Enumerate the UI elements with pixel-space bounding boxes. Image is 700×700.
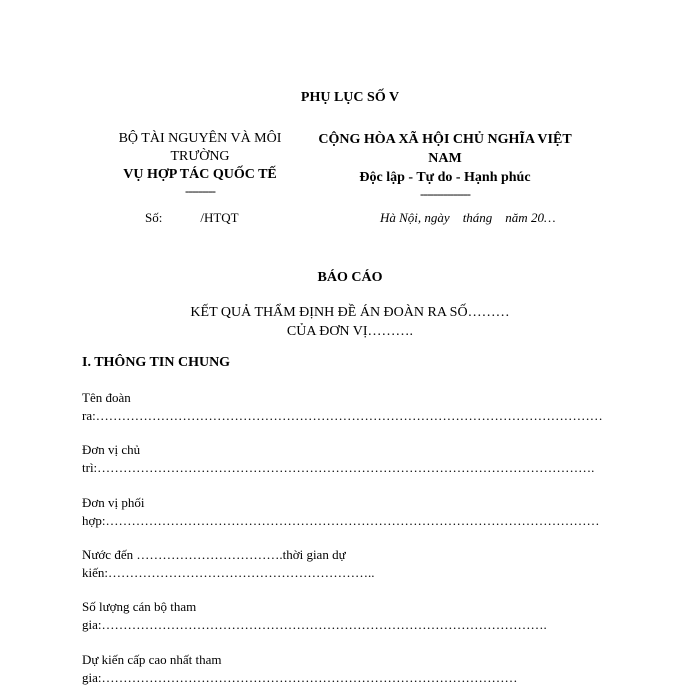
country-block: [300, 130, 590, 200]
field-delegation-name: [82, 389, 602, 425]
country-name-line1: CỘNG HÒA XÃ HỘI CHỦ NGHĨA VIỆT: [318, 132, 572, 147]
field-coordinating-unit: [82, 494, 602, 530]
field-lead-unit: [82, 441, 602, 477]
country-name-line2: NAM: [428, 151, 462, 166]
number-code: /HTQT: [200, 210, 239, 225]
department-name: VỤ HỢP TÁC QUỐC TẾ: [123, 167, 277, 182]
document-number: [145, 210, 239, 226]
field-highest-level: [82, 651, 602, 687]
field-fill-line: hợp:……………………………………………………………………………………………………: [82, 513, 600, 528]
ministry-name-line1: BỘ TÀI NGUYÊN VÀ MÔI: [118, 131, 282, 146]
field-fill-line: gia:……………………………………………………………………………………: [82, 670, 518, 685]
place-date: Hà Nội, ngày tháng năm 20…: [380, 210, 556, 225]
field-label: Nước đến …………………………….thời gian dự: [82, 547, 346, 562]
number-label: Số:: [145, 210, 163, 225]
appendix-title: PHỤ LỤC SỐ V: [300, 90, 400, 105]
section-title: I. THÔNG TIN CHUNG: [82, 355, 231, 370]
field-destination-time: [82, 546, 602, 582]
field-fill-line: kiến:……………………………………………………..: [82, 565, 375, 580]
report-subtitle: [0, 303, 700, 341]
report-subtitle-line2: CỦA ĐƠN VỊ……….: [286, 324, 414, 339]
field-label: Số lượng cán bộ tham: [82, 599, 197, 614]
field-label: Dự kiến cấp cao nhất tham: [82, 652, 222, 667]
field-label: Tên đoàn: [82, 390, 131, 405]
field-label: Đơn vị chủ: [82, 442, 141, 457]
report-title: BÁO CÁO: [317, 270, 383, 285]
ministry-divider: ---------: [185, 183, 215, 198]
motto: Độc lập - Tự do - Hạnh phúc: [359, 170, 531, 185]
field-fill-line: trì:…………………………………………………………………………………………………….: [82, 460, 595, 475]
ministry-name-line2: TRƯỜNG: [170, 149, 230, 164]
field-fill-line: ra:………………………………………………………………………………………………………: [82, 408, 603, 423]
field-label: Đơn vị phối: [82, 495, 145, 510]
country-divider: ---------------: [420, 186, 470, 201]
report-subtitle-line1: KẾT QUẢ THẨM ĐỊNH ĐỀ ÁN ĐOÀN RA SỐ………: [190, 305, 510, 320]
field-fill-line: gia:………………………………………………………………………………………….: [82, 617, 547, 632]
field-participant-count: [82, 598, 602, 634]
ministry-block: [95, 130, 305, 197]
